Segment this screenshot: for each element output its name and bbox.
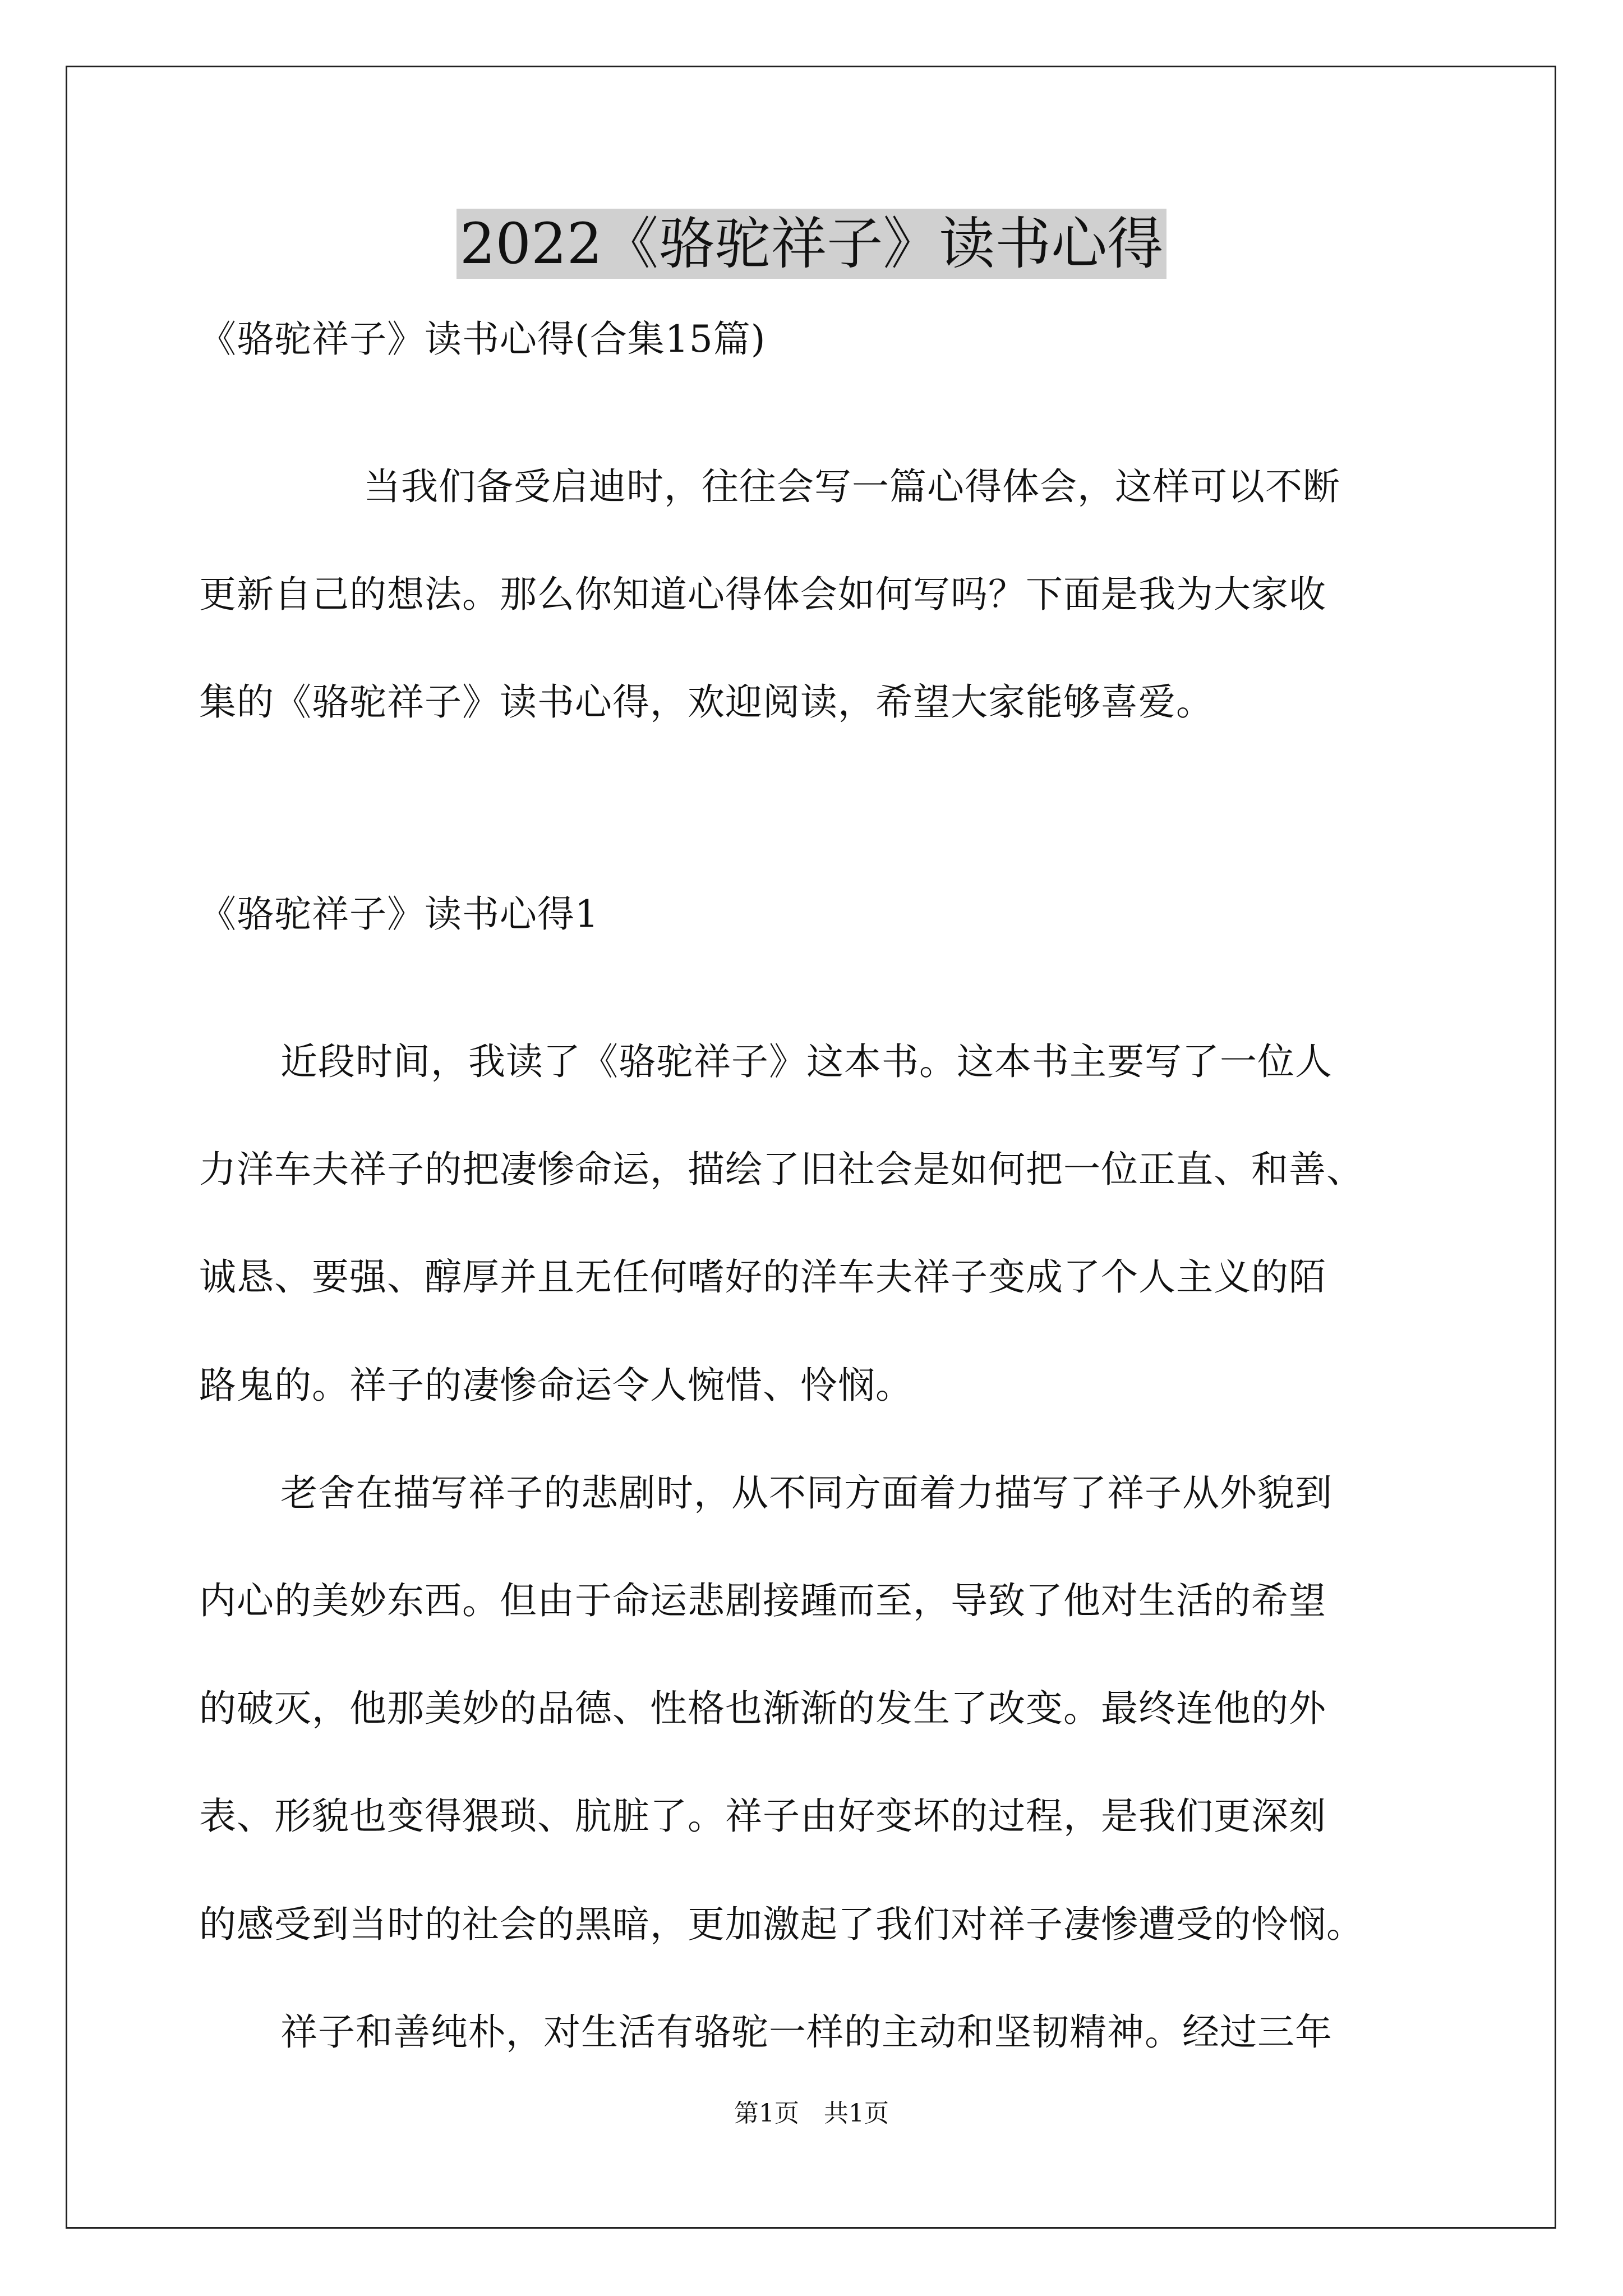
document-subtitle: 《骆驼祥子》读书心得(合集15篇) (199, 318, 766, 361)
intro-line: 更新自己的想法。那么你知道心得体会如何写吗？下面是我为大家收 (199, 573, 1326, 616)
paragraph-line: 的破灭，他那美妙的品德、性格也渐渐的发生了改变。最终连他的外 (199, 1687, 1326, 1730)
paragraph-line: 内心的美妙东西。但由于命运悲剧接踵而至，导致了他对生活的希望 (199, 1579, 1326, 1622)
paragraph-line: 力洋车夫祥子的把凄惨命运，描绘了旧社会是如何把一位正直、和善、 (199, 1148, 1364, 1191)
paragraph-line: 的感受到当时的社会的黑暗，更加激起了我们对祥子凄惨遭受的怜悯。 (199, 1903, 1364, 1946)
paragraph-line: 老舍在描写祥子的悲剧时，从不同方面着力描写了祥子从外貌到 (280, 1471, 1332, 1515)
intro-line: 当我们备受启迪时，往往会写一篇心得体会，这样可以不断 (363, 465, 1340, 508)
intro-line: 集的《骆驼祥子》读书心得，欢迎阅读，希望大家能够喜爱。 (199, 680, 1214, 724)
paragraph-line: 表、形貌也变得猥琐、肮脏了。祥子由好变坏的过程，是我们更深刻 (199, 1795, 1326, 1838)
paragraph-line: 诚恳、要强、醇厚并且无任何嗜好的洋车夫祥子变成了个人主义的陌 (199, 1255, 1326, 1299)
document-title: 2022《骆驼祥子》读书心得 (0, 208, 1623, 280)
paragraph-line: 祥子和善纯朴，对生活有骆驼一样的主动和坚韧精神。经过三年 (280, 2010, 1332, 2054)
paragraph-line: 近段时间，我读了《骆驼祥子》这本书。这本书主要写了一位人 (280, 1040, 1332, 1083)
page-footer: 第1页 共1页 (734, 2099, 889, 2128)
paragraph-line: 路鬼的。祥子的凄惨命运令人惋惜、怜悯。 (199, 1364, 913, 1407)
section-heading: 《骆驼祥子》读书心得1 (199, 892, 599, 936)
